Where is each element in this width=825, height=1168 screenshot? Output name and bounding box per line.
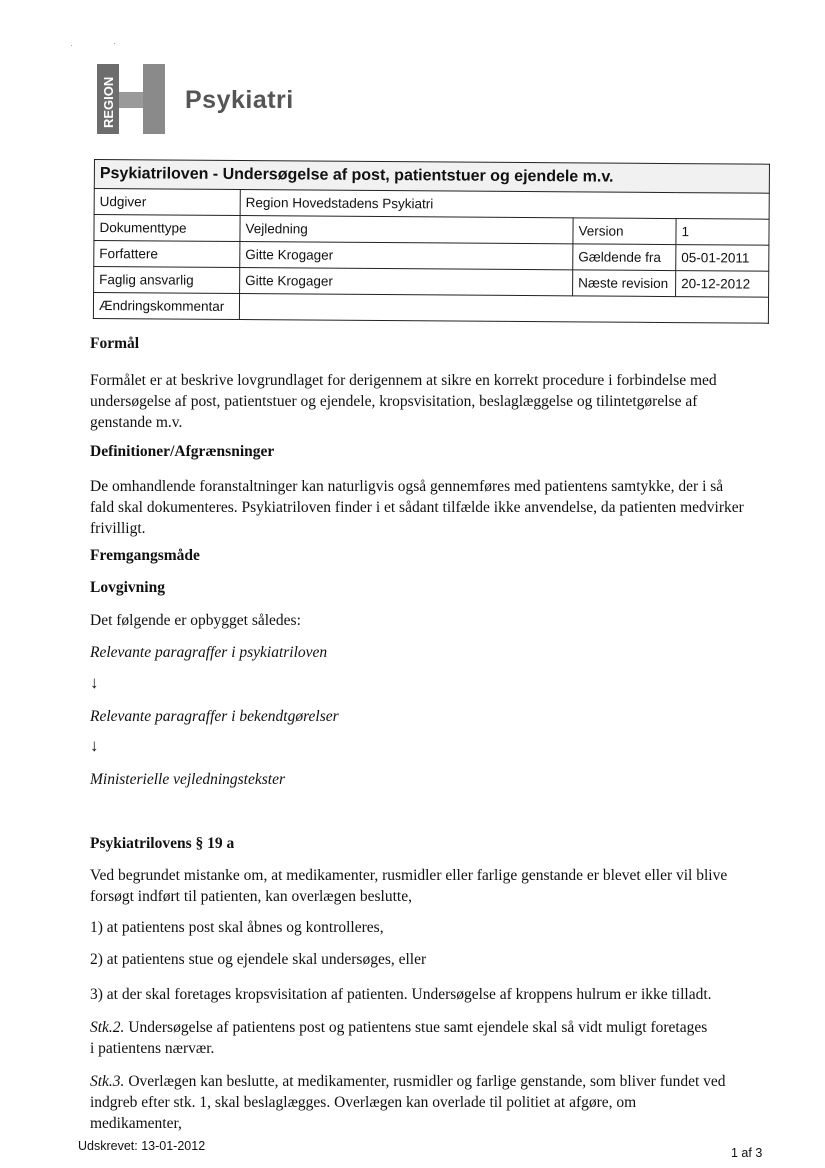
forfattere-value: Gitte Krogager <box>240 242 573 270</box>
lovgivning-heading: Lovgivning <box>90 579 165 596</box>
dokumenttype-label: Dokumenttype <box>94 215 240 242</box>
stk2-text: Undersøgelse af patientens post og patientens stue samt ejendele skal så vidt muligt foretages i patientens nærvær. <box>90 1019 708 1057</box>
down-arrow-icon: ↓ <box>90 736 99 755</box>
paragraf-19a-heading: Psykiatrilovens § 19 a <box>90 835 235 852</box>
paragraf-19a-intro: Ved begrundet mistanke om, at medikamenter, rusmidler eller farlige genstande er blevet eller vil blive forsøgt indført til patienten, kan overlægen beslutte, <box>90 867 728 905</box>
naeste-revision-label: Næste revision <box>573 270 676 297</box>
relevante-paragraffer-psykiatriloven: Relevante paragraffer i psykiatriloven <box>90 644 328 661</box>
fremgangsmaade-heading: Fremgangsmåde <box>90 547 200 564</box>
stk3-paragraph <box>90 1071 730 1134</box>
version-label: Version <box>573 218 676 245</box>
faglig-ansvarlig-label: Faglig ansvarlig <box>94 267 240 294</box>
scan-speck: · <box>70 40 73 50</box>
org-name: Psykiatri <box>185 86 294 114</box>
naeste-revision-value: 20-12-2012 <box>676 271 769 298</box>
udgiver-label: Udgiver <box>94 189 240 216</box>
formaal-heading: Formål <box>90 335 140 352</box>
formaal-text: Formålet er at beskrive lovgrundlaget for derigennem at sikre en korrekt procedure i forbindelse med undersøgelse af post, patientstuer og ejendele, kropsvisitation, beslaglæggelse og tilintetgørelse af genstande m.v. <box>90 372 717 431</box>
page-number: 1 af 3 <box>731 1146 763 1160</box>
ministerielle-vejledningstekster: Ministerielle vejledningstekster <box>90 771 285 788</box>
document-metadata-table <box>93 159 770 324</box>
list-item-1: 1) at patientens post skal åbnes og kontrolleres, <box>90 919 384 936</box>
printed-date: Udskrevet: 13-01-2012 <box>78 1139 206 1153</box>
opbygget-text: Det følgende er opbygget således: <box>90 612 301 629</box>
aendringskommentar-label: Ændringskommentar <box>93 293 239 320</box>
logo-vertical-text: REGION <box>101 76 116 128</box>
udgiver-value: Region Hovedstadens Psykiatri <box>240 190 769 220</box>
down-arrow-icon: ↓ <box>90 673 99 692</box>
version-value: 1 <box>676 219 769 246</box>
stk2-label: Stk.2. <box>90 1019 125 1036</box>
document-title: Psykiatriloven - Undersøgelse af post, patientstuer og ejendele m.v. <box>94 160 769 194</box>
definitioner-heading: Definitioner/Afgrænsninger <box>90 443 275 460</box>
gaeldende-value: 05-01-2011 <box>676 245 769 272</box>
definitioner-text: De omhandlende foranstaltninger kan naturligvis også gennemføres med patientens samtykke, der i så fald skal dokumenteres. Psykiatriloven finder i et sådant tilfælde ikke anvendelse, da patienten medvirker frivilligt. <box>90 478 744 537</box>
scan-speck: · <box>113 38 116 48</box>
stk3-label: Stk.3. <box>90 1073 125 1090</box>
forfattere-label: Forfattere <box>94 241 240 268</box>
list-item-2: 2) at patientens stue og ejendele skal undersøges, eller <box>90 951 427 968</box>
stk3-text: Overlægen kan beslutte, at medikamenter, rusmidler og farlige genstande, som bliver fundet ved indgreb efter stk. 1, skal beslaglægges. Overlægen kan overlade til politiet at afgøre, om medikamenter, <box>90 1073 726 1132</box>
list-item-3: 3) at der skal foretages kropsvisitation af patienten. Undersøgelse af kroppens hulrum er ikke tilladt. <box>90 986 712 1003</box>
gaeldende-label: Gældende fra <box>573 244 676 271</box>
dokumenttype-value: Vejledning <box>240 216 573 244</box>
region-h-logo <box>97 64 167 134</box>
relevante-paragraffer-bekendtgoerelser: Relevante paragraffer i bekendtgørelser <box>90 708 339 725</box>
faglig-ansvarlig-value: Gitte Krogager <box>240 268 573 296</box>
aendringskommentar-value <box>239 294 768 324</box>
stk2-paragraph <box>90 1017 715 1059</box>
